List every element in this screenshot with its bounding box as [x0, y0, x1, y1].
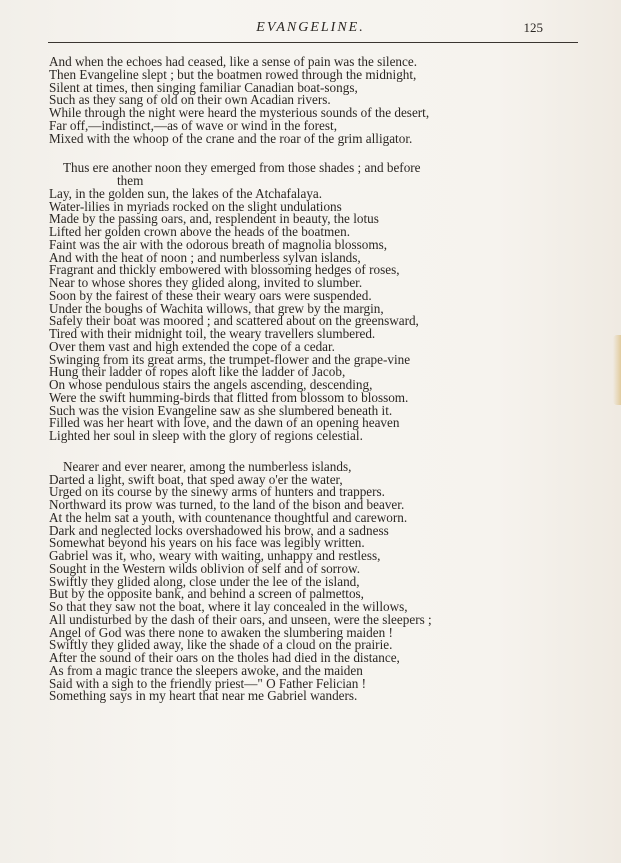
stanza-1	[49, 56, 589, 145]
poem-line: Water-lilies in myriads rocked on the slight undulations	[49, 198, 342, 214]
poem-line-indented: Nearer and ever nearer, among the numberless islands,	[63, 458, 352, 474]
poem-line: Lay, in the golden sun, the lakes of the Atchafalaya.	[49, 185, 323, 201]
poem-line: Fragrant and thickly embowered with blossoming hedges of roses,	[49, 262, 400, 278]
poem-line: Dark and neglected locks overshadowed his brow, and a sadness	[49, 522, 389, 538]
poem-line: Over them vast and high extended the cope of a cedar.	[49, 338, 335, 354]
poem-line: Such was the vision Evangeline saw as she slumbered beneath it.	[49, 402, 393, 418]
poem-line: Soon by the fairest of these their weary oars were suspended.	[49, 287, 372, 303]
poem-line: Filled was her heart with love, and the dawn of an opening heaven	[49, 415, 400, 431]
poem-line: Swinging from its great arms, the trumpet-flower and the grape-vine	[49, 351, 411, 367]
poem-line: But by the opposite bank, and behind a screen of palmettos,	[49, 586, 364, 602]
poem-line: Lighted her soul in sleep with the glory of regions celestial.	[49, 428, 363, 443]
poem-line: While through the night were heard the mysterious sounds of the desert,	[49, 105, 430, 120]
poem-line: Swiftly they glided along, close under the lee of the island,	[49, 573, 360, 589]
stanza-3	[49, 458, 589, 704]
poem-line: So that they saw not the boat, where it lay concealed in the willows,	[49, 599, 408, 614]
poem-line: Under the boughs of Wachita willows, that grew by the margin,	[49, 300, 384, 316]
poem-line: Urged on its course by the sinewy arms of hunters and trappers.	[49, 484, 385, 500]
poem-line: Said with a sigh to the friendly priest—" O Father Felician !	[49, 675, 367, 691]
stanza-2	[49, 162, 589, 443]
poem-line: Tired with their midnight toil, the weary travellers slumbered.	[49, 326, 376, 341]
poem-line: At the helm sat a youth, with countenance thoughtful and careworn.	[49, 509, 408, 525]
poem-line: Were the swift humming-birds that flitted from blossom to blossom.	[49, 389, 409, 405]
poem-line: And with the heat of noon ; and numberless sylvan islands,	[49, 249, 361, 265]
poem-text	[49, 56, 589, 703]
poem-line: Sought in the Western wilds oblivion of self and of sorrow.	[49, 560, 361, 576]
poem-line: Silent at times, then singing familiar Canadian boat-songs,	[49, 79, 358, 95]
poem-line: Something says in my heart that near me Gabriel wanders.	[49, 688, 358, 704]
poem-line: Safely their boat was moored ; and scattered about on the greensward,	[49, 313, 419, 329]
poem-line: Northward its prow was turned, to the land of the bison and beaver.	[49, 497, 405, 512]
poem-line: Near to whose shores they glided along, invited to slumber.	[49, 275, 363, 290]
poem-line: Faint was the air with the odorous breath of magnolia blossoms,	[49, 236, 388, 252]
page-edge-stain	[613, 335, 621, 405]
poem-line: Such as they sang of old on their own Acadian rivers.	[49, 92, 331, 108]
poem-line: All undisturbed by the dash of their oars, and unseen, were the sleepers ;	[49, 611, 432, 627]
poem-line-continuation: them	[117, 173, 144, 188]
page-number: 125	[523, 20, 543, 35]
poem-line: After the sound of their oars on the tholes had died in the distance,	[49, 650, 400, 665]
poem-line: Hung their ladder of ropes aloft like the ladder of Jacob,	[49, 364, 346, 380]
poem-line: Somewhat beyond his years on his face was legibly written.	[49, 535, 365, 551]
header-rule	[48, 42, 578, 43]
poem-line: On whose pendulous stairs the angels ascending, descending,	[49, 377, 373, 392]
running-head	[0, 18, 621, 38]
poem-line: Mixed with the whoop of the crane and the roar of the grim alligator.	[49, 130, 413, 146]
running-title: EVANGELINE.	[256, 20, 365, 35]
poem-line: Angel of God was there none to awaken the slumbering maiden !	[49, 624, 393, 640]
poem-line: As from a magic trance the sleepers awoke, and the maiden	[49, 662, 363, 678]
poem-line: Lifted her golden crown above the heads of the boatmen.	[49, 224, 351, 239]
poem-line: Gabriel was it, who, weary with waiting, unhappy and restless,	[49, 548, 381, 563]
poem-line: Then Evangeline slept ; but the boatmen rowed through the midnight,	[49, 66, 417, 82]
poem-line: Darted a light, swift boat, that sped away o'er the water,	[49, 471, 343, 487]
poem-line-first: Thus ere another noon they emerged from those shades ; and before	[63, 160, 421, 176]
poem-line: Far off,—indistinct,—as of wave or wind in the forest,	[49, 117, 337, 133]
poem-line: And when the echoes had ceased, like a sense of pain was the silence.	[49, 54, 418, 69]
poem-line-indented	[49, 162, 589, 188]
poem-line: Swiftly they glided away, like the shade of a cloud on the prairie.	[49, 637, 393, 653]
poem-line: Made by the passing oars, and, resplendent in beauty, the lotus	[49, 211, 379, 227]
